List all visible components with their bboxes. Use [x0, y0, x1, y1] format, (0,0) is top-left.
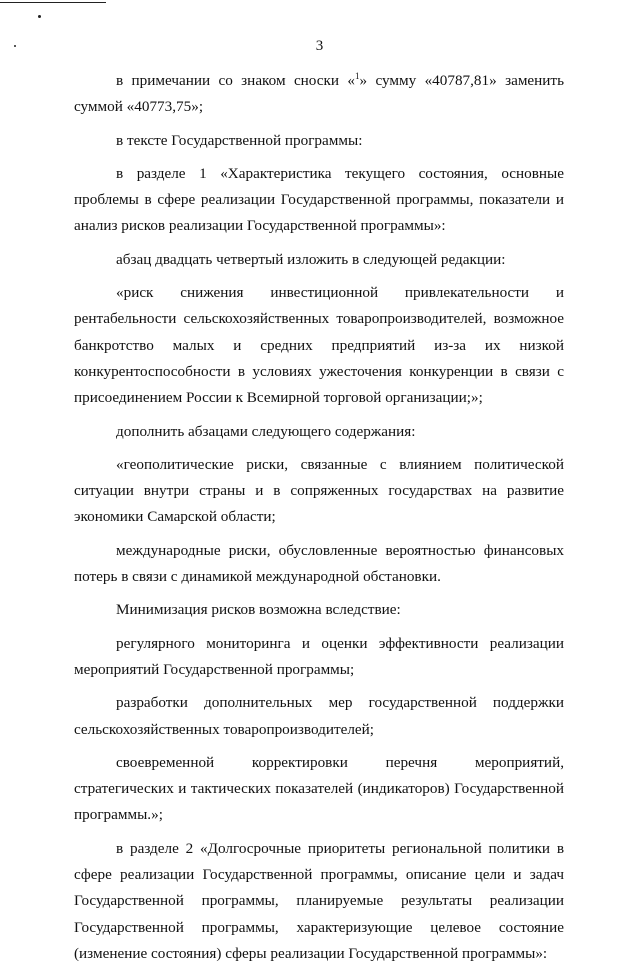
- paragraph-monitoring: регулярного мониторинга и оценки эффективности реализации мероприятий Государственной программы;: [74, 634, 564, 678]
- scan-speck: [38, 15, 41, 18]
- paragraph-international-risks: международные риски, обусловленные вероятностью финансовых потерь в связи с динамикой международной обстановки.: [74, 541, 564, 586]
- paragraph-section-2: в разделе 2 «Долгосрочные приоритеты региональной политики в сфере реализации Государственной программы, описание цели и задач Государственной программы, планируемые результаты реализации Государственной программы, характеризующие целевое состояние (изменение состояния) сферы реализации Государственной программы»:: [74, 839, 564, 962]
- paragraph-add-abzacs: дополнить абзацами следующего содержания:: [116, 422, 416, 440]
- paragraph-footnote-amount: [74, 68, 564, 121]
- paragraph-abzac-24: абзац двадцать четвертый изложить в следующей редакции:: [116, 250, 506, 268]
- document-body: [74, 68, 564, 967]
- footnote-mark: 1: [355, 70, 360, 81]
- paragraph-support-measures: разработки дополнительных мер государственной поддержки сельскохозяйственных товаропроизводителей;: [74, 694, 564, 738]
- paragraph-program-text: в тексте Государственной программы:: [116, 131, 363, 149]
- paragraph-text: » сумму «40787,81» заменить суммой «40773,75»;: [74, 72, 564, 116]
- paragraph-geopolitical-risks: «геополитические риски, связанные с влиянием политической ситуации внутри страны и в сопряженных государствах на развитие экономики Самарской области;: [74, 455, 564, 526]
- page-number: 3: [315, 38, 324, 54]
- paragraph-section-1: в разделе 1 «Характеристика текущего состояния, основные проблемы в сфере реализации Государственной программы, показатели и анализ рисков реализации Государственной программы»:: [74, 164, 564, 235]
- paragraph-risk-quote: «риск снижения инвестиционной привлекательности и рентабельности сельскохозяйственных товаропроизводителей, возможное банкротство малых и средних предприятий из-за их низкой конкурентоспособности в условиях ужесточения конкуренции в связи с присоединением России к Всемирной торговой организации;»;: [74, 284, 564, 407]
- scan-corner-line: [0, 2, 106, 3]
- paragraph-adjustment: своевременной корректировки перечня мероприятий, стратегических и тактических показателей (индикаторов) Государственной программы.»;: [74, 753, 564, 824]
- paragraph-text: в примечании со знаком сноски «: [116, 72, 355, 89]
- paragraph-minimization: Минимизация рисков возможна вследствие:: [116, 601, 401, 619]
